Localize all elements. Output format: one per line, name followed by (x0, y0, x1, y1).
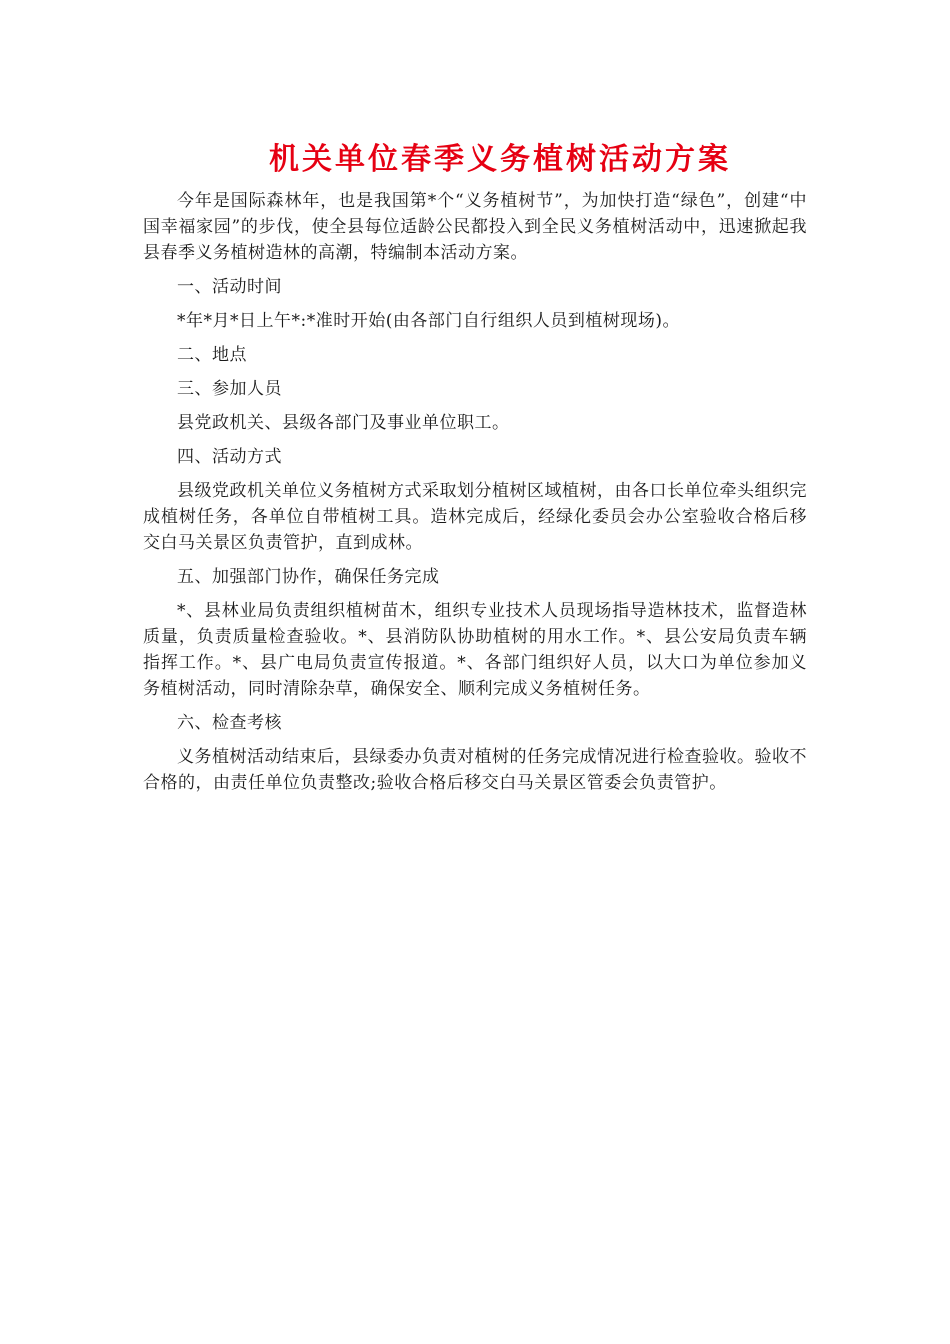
section-heading-cooperation: 五、加强部门协作，确保任务完成 (177, 567, 440, 587)
document-body (143, 188, 807, 796)
section-heading-method: 四、活动方式 (177, 447, 282, 467)
section-heading-time: 一、活动时间 (177, 277, 282, 297)
time-paragraph: *年*月*日上午*:*准时开始(由各部门自行组织人员到植树现场)。 (177, 311, 680, 331)
cooperation-paragraph: *、县林业局负责组织植树苗木，组织专业技术人员现场指导造林技术，监督造林质量，负责质量检查验收。*、县消防队协助植树的用水工作。*、县公安局负责车辆指挥工作。*、县广电局负责宣传报道。*、各部门组织好人员，以大口为单位参加义务植树活动，同时清除杂草，确保安全、顺利完成义务植树任务。 (143, 601, 807, 699)
document-title: 机关单位春季义务植树活动方案 (269, 142, 731, 177)
section-heading-inspection: 六、检查考核 (177, 713, 282, 733)
section-heading-participants: 三、参加人员 (177, 379, 282, 399)
section-heading-location: 二、地点 (177, 345, 247, 365)
method-paragraph: 县级党政机关单位义务植树方式采取划分植树区域植树，由各口长单位牵头组织完成植树任务，各单位自带植树工具。造林完成后，经绿化委员会办公室验收合格后移交白马关景区负责管护，直到成林。 (143, 481, 807, 553)
inspection-paragraph: 义务植树活动结束后，县绿委办负责对植树的任务完成情况进行检查验收。验收不合格的，由责任单位负责整改;验收合格后移交白马关景区管委会负责管护。 (143, 747, 807, 793)
intro-paragraph: 今年是国际森林年，也是我国第*个“义务植树节”，为加快打造“绿色”，创建“中国幸福家园”的步伐，使全县每位适龄公民都投入到全民义务植树活动中，迅速掀起我县春季义务植树造林的高潮，特编制本活动方案。 (143, 191, 808, 263)
participants-paragraph: 县党政机关、县级各部门及事业单位职工。 (177, 413, 510, 433)
